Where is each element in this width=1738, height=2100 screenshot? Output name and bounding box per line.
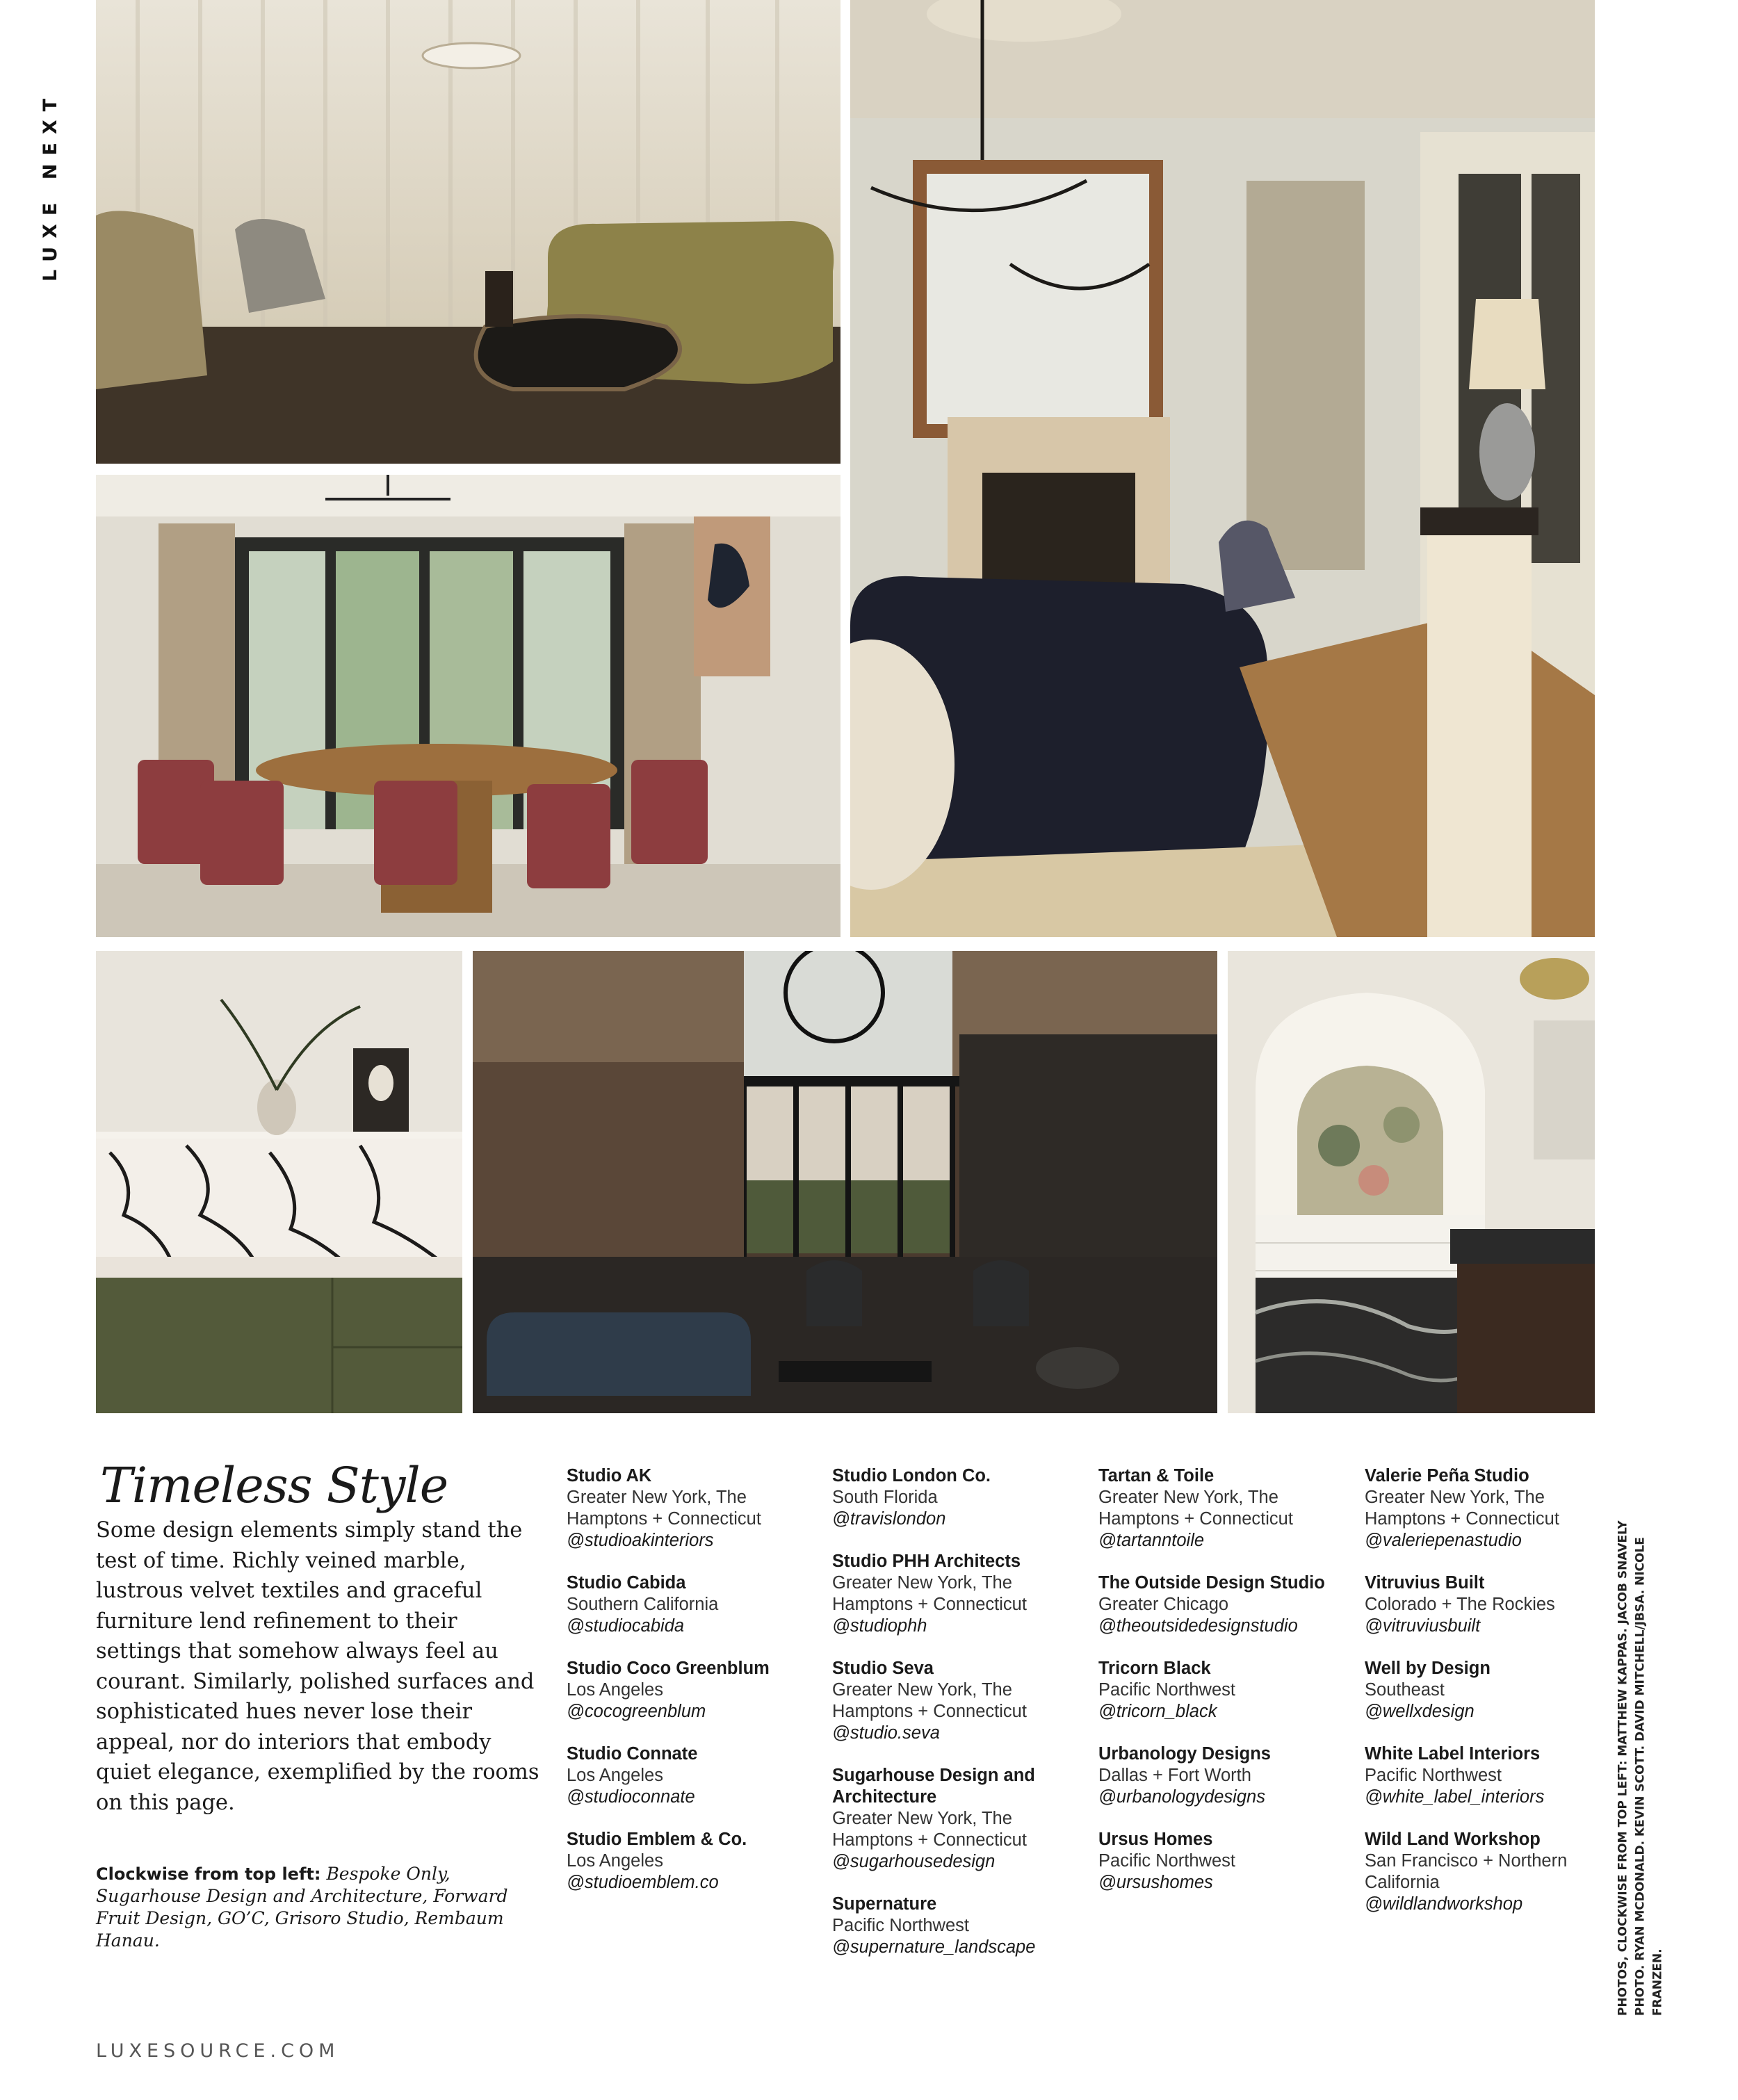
studio-name: Valerie Peña Studio: [1365, 1466, 1529, 1486]
directory-entry: [567, 1465, 831, 1552]
studio-location: Pacific Northwest: [1098, 1851, 1235, 1871]
studio-handle: @vitruviusbuilt: [1365, 1616, 1481, 1636]
directory-entry: [567, 1829, 831, 1894]
studio-location: Greater Chicago: [1098, 1595, 1229, 1614]
caption-lead: Clockwise from top left:: [96, 1864, 321, 1884]
studio-handle: @valeriepenastudio: [1365, 1531, 1522, 1550]
directory-entry: [832, 1894, 1096, 1958]
directory-entry: [1098, 1658, 1363, 1723]
photo-credits: PHOTOS, CLOCKWISE FROM TOP LEFT: MATTHEW KAPPAS. JACOB SNAVELY PHOTO. RYAN MCDONALD. KEVIN SCOTT. DAVID MITCHELL/JBSA. NICOLE FRANZEN.: [1616, 1520, 1665, 2016]
section-label: [26, 90, 75, 282]
studio-name: Tricorn Black: [1098, 1659, 1211, 1678]
article-intro: Some design elements simply stand the test of time. Richly veined marble, lustrous velvet textiles and graceful furniture lend refinement to their settings that somehow always feel au courant. Similarly, polished surfaces and sophisticated hues never lose their appeal, nor do interiors that embody quiet elegance, exemplified by the rooms on this page.: [96, 1518, 539, 1815]
studio-name: The Outside Design Studio: [1098, 1573, 1325, 1593]
studio-handle: @tricorn_black: [1098, 1702, 1217, 1721]
photo-caption: [96, 1863, 527, 1952]
studio-name: Studio Seva: [832, 1659, 934, 1678]
directory-entry: [832, 1765, 1096, 1873]
studio-handle: @supernature_landscape: [832, 1937, 1036, 1957]
site-url: LUXESOURCE.COM: [96, 2040, 340, 2062]
studio-name: Well by Design: [1365, 1659, 1491, 1678]
directory-column-4: [1365, 1465, 1629, 1936]
directory-entry: [1098, 1743, 1363, 1808]
studio-name: Vitruvius Built: [1365, 1573, 1485, 1593]
photo-dining-room: [96, 475, 840, 937]
directory-entry: [1365, 1572, 1629, 1637]
directory-entry: [1365, 1465, 1629, 1552]
directory-column-1: [567, 1465, 831, 1914]
studio-location: Greater New York, The Hamptons + Connecticut: [832, 1809, 1027, 1850]
studio-handle: @studioemblem.co: [567, 1873, 719, 1892]
directory-column-2: [832, 1465, 1096, 1979]
studio-handle: @wellxdesign: [1365, 1702, 1475, 1721]
photo-salon-with-chandelier: [850, 0, 1595, 937]
photo-living-room: [96, 0, 840, 464]
studio-name: Studio Emblem & Co.: [567, 1830, 747, 1849]
studio-location: Greater New York, The Hamptons + Connecticut: [832, 1680, 1027, 1721]
studio-name: Supernature: [832, 1894, 937, 1914]
studio-name: Urbanology Designs: [1098, 1744, 1271, 1764]
studio-location: Colorado + The Rockies: [1365, 1595, 1555, 1614]
directory-entry: [567, 1743, 831, 1808]
studio-location: Greater New York, The Hamptons + Connecticut: [567, 1488, 761, 1529]
directory-entry: [1098, 1465, 1363, 1552]
studio-name: Studio Coco Greenblum: [567, 1659, 770, 1678]
studio-name: Studio PHH Architects: [832, 1552, 1021, 1571]
directory-entry: [1098, 1829, 1363, 1894]
studio-location: South Florida: [832, 1488, 938, 1507]
studio-location: Greater New York, The Hamptons + Connecticut: [1365, 1488, 1559, 1529]
directory-entry: [832, 1465, 1096, 1530]
studio-name: Tartan & Toile: [1098, 1466, 1215, 1486]
studio-handle: @wildlandworkshop: [1365, 1894, 1523, 1914]
studio-handle: @studioconnate: [567, 1787, 695, 1807]
directory-column-3: [1098, 1465, 1363, 1914]
photo-modern-living-room: [473, 951, 1217, 1413]
studio-handle: @white_label_interiors: [1365, 1787, 1545, 1807]
studio-name: Ursus Homes: [1098, 1830, 1213, 1849]
studio-location: Pacific Northwest: [832, 1916, 969, 1935]
photo-arched-bathroom: [1228, 951, 1595, 1413]
studio-location: Los Angeles: [567, 1766, 663, 1785]
directory-entry: [1365, 1743, 1629, 1808]
studio-name: Studio Cabida: [567, 1573, 686, 1593]
studio-handle: @studioakinteriors: [567, 1531, 714, 1550]
studio-handle: @theoutsidedesignstudio: [1098, 1616, 1298, 1636]
section-label-text: LUXE NEXT: [40, 90, 62, 282]
studio-location: Los Angeles: [567, 1851, 663, 1871]
directory-entry: [832, 1658, 1096, 1744]
studio-handle: @studio.seva: [832, 1723, 940, 1743]
studio-location: Greater New York, The Hamptons + Connecticut: [832, 1573, 1027, 1614]
studio-handle: @studiocabida: [567, 1616, 685, 1636]
article-headline: Timeless Style: [100, 1457, 448, 1514]
directory-entry: [1098, 1572, 1363, 1637]
photo-marble-kitchen: [96, 951, 462, 1413]
studio-location: Greater New York, The Hamptons + Connecticut: [1098, 1488, 1293, 1529]
studio-name: Studio Connate: [567, 1744, 698, 1764]
studio-handle: @urbanologydesigns: [1098, 1787, 1265, 1807]
studio-name: Studio AK: [567, 1466, 652, 1486]
studio-handle: @studiophh: [832, 1616, 927, 1636]
studio-name: Sugarhouse Design and Architecture: [832, 1766, 1035, 1807]
studio-name: Wild Land Workshop: [1365, 1830, 1541, 1849]
studio-handle: @ursushomes: [1098, 1873, 1213, 1892]
photo-credits-block: [1613, 1467, 1668, 2016]
studio-location: Los Angeles: [567, 1680, 663, 1700]
studio-handle: @sugarhousedesign: [832, 1852, 996, 1871]
studio-handle: @tartanntoile: [1098, 1531, 1205, 1550]
studio-location: Dallas + Fort Worth: [1098, 1766, 1251, 1785]
directory-entry: [1365, 1658, 1629, 1723]
directory-entry: [1365, 1829, 1629, 1915]
caption-text: Bespoke Only, Sugarhouse Design and Architecture, Forward Fruit Design, GO’C, Grisoro Studio, Rembaum Hanau.: [96, 1864, 508, 1951]
studio-name: White Label Interiors: [1365, 1744, 1541, 1764]
studio-location: Southern California: [567, 1595, 719, 1614]
studio-handle: @travislondon: [832, 1509, 946, 1529]
directory-entry: [567, 1658, 831, 1723]
studio-location: Southeast: [1365, 1680, 1445, 1700]
studio-location: Pacific Northwest: [1365, 1766, 1502, 1785]
studio-location: Pacific Northwest: [1098, 1680, 1235, 1700]
directory-entry: [832, 1551, 1096, 1637]
studio-location: San Francisco + Northern California: [1365, 1851, 1568, 1892]
studio-handle: @cocogreenblum: [567, 1702, 706, 1721]
studio-name: Studio London Co.: [832, 1466, 991, 1486]
directory-entry: [567, 1572, 831, 1637]
